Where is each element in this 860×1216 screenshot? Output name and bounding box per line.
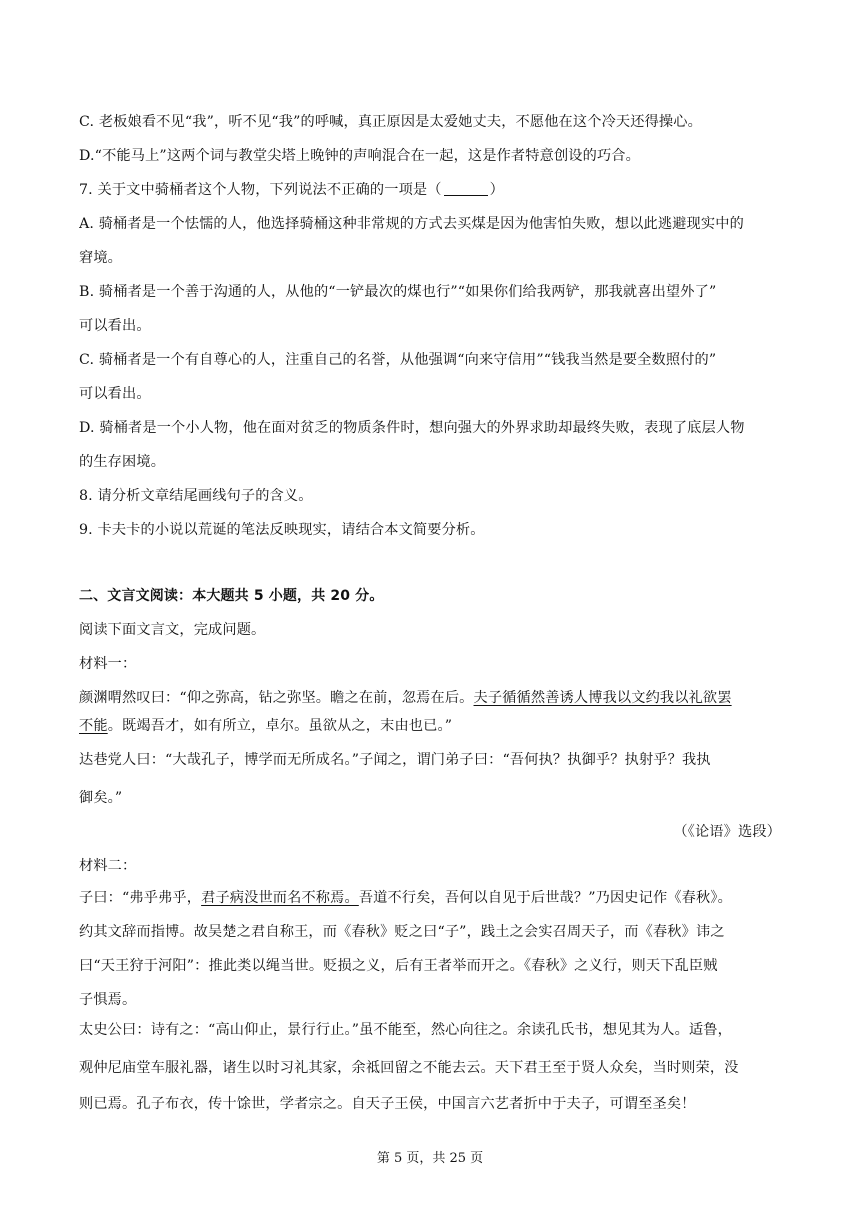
- material-3-line1-tail: 行行止。”虽不能至，然心向往之。余读孔氏书，想见其为人。适鲁，: [301, 1022, 732, 1038]
- material-3-line1-text: 太史公曰：诗有之：“高山仰止，: [79, 1022, 288, 1038]
- material-2-line1: [79, 888, 781, 908]
- q6-option-c: C. 老板娘看不见“我”，听不见“我”的呼喊，真正原因是太爱她丈夫，不愿他在这个冷天还得操心。: [79, 114, 702, 130]
- dotted-character: 景: [287, 1022, 302, 1038]
- material-2-line4: 子惧焉。: [79, 992, 137, 1008]
- dotted-character: 卓: [265, 718, 280, 734]
- material-1-line3: [79, 750, 781, 770]
- question-8: 8. 请分析文章结尾画线句子的含义。: [79, 488, 313, 504]
- material-2-line1-tail: 吾道不行矣，吾何以自见于后世哉？”乃因史记作《春秋》。: [358, 890, 732, 906]
- q7-stem-text: 7. 关于文中骑桶者这个人物，下列说法不正确的一项是（: [79, 182, 442, 198]
- q7-option-d-line2: 的生存困境。: [79, 454, 166, 470]
- material-1-line1: [79, 688, 781, 708]
- material-3-line2: 观仲尼庙堂车服礼器，诸生以时习礼其家，余祗回留之不能去云。天下君王至于贤人众矣，当时则荣，没: [79, 1060, 739, 1076]
- material-1-line4: 御矣。”: [79, 790, 123, 806]
- material-2-line3: 曰“天王狩于河阳”：推此类以绳当世。贬损之义，后有王者举而开之。《春秋》之义行，则天下乱臣贼: [79, 958, 718, 974]
- material-1-line3-text: 达巷党人曰：“大哉孔子，博学而无所成名。”子闻之，谓门弟子曰：“吾何执？执: [79, 752, 582, 768]
- question-9: 9. 卡夫卡的小说以荒诞的笔法反映现实，请结合本文简要分析。: [79, 522, 485, 538]
- material-1-label: 材料一：: [79, 656, 137, 672]
- material-3-line3: 则已焉。孔子布衣，传十馀世，学者宗之。自天子王侯，中国言六艺者折中于夫子，可谓至圣矣！: [79, 1096, 696, 1112]
- underlined-sentence-end: 不能: [79, 718, 108, 734]
- underlined-sentence: 夫子循循然善诱人博我以文约我以礼欲罢: [473, 690, 732, 706]
- q7-stem-close: ）: [489, 182, 504, 198]
- q7-option-b-line1: B. 骑桶者是一个善于沟通的人，从他的“一铲最次的煤也行”“如果你们给我两铲，那我就喜出望外了”: [79, 284, 717, 300]
- section-2-heading: 二、文言文阅读：本大题共 5 小题，共 20 分。: [79, 588, 384, 604]
- dotted-character: 御: [581, 752, 596, 768]
- q7-stem: [79, 180, 781, 200]
- q7-option-c-line1: C. 骑桶者是一个有自尊心的人，注重自己的名誉，从他强调“向来守信用”“钱我当然是要全数照付的”: [79, 352, 717, 368]
- material-1-line1-text: 颜渊喟然叹曰：“仰之弥高，钻之弥坚。瞻之在前，忽焉在后。: [79, 690, 474, 706]
- q7-option-a-line1: A. 骑桶者是一个怯懦的人，他选择骑桶这种非常规的方式去买煤是因为他害怕失败，想以此逃避现实中的: [79, 216, 744, 232]
- q6-option-d: D.“不能马上”这两个词与教堂尖塔上晚钟的声响混合在一起，这是作者特意创设的巧合。: [79, 148, 640, 164]
- material-2-line1-text: 子曰：“弗乎弗乎，: [79, 890, 202, 906]
- q7-option-a-line2: 窘境。: [79, 250, 123, 266]
- material-1-line2: [79, 716, 781, 736]
- q7-option-d-line1: D. 骑桶者是一个小人物，他在面对贫乏的物质条件时，想向强大的外界求助却最终失败，表现了底层人物: [79, 420, 745, 436]
- material-1-line2-tail: 尔。虽欲从之，末由也已。”: [279, 718, 453, 734]
- material-1-line3-tail: 乎？执射乎？我执: [595, 752, 711, 768]
- page-footer: 第 5 页，共 25 页: [376, 1151, 484, 1166]
- q7-option-c-line2: 可以看出。: [79, 386, 151, 402]
- q7-option-b-line2: 可以看出。: [79, 318, 151, 334]
- instruction-text: 阅读下面文言文，完成问题。: [79, 622, 266, 638]
- underlined-sentence: 君子病没世而名不称焉。: [201, 890, 359, 906]
- material-1-source: （《论语》选段）: [673, 824, 781, 840]
- material-3-line1: [79, 1020, 781, 1040]
- material-2-label: 材料二：: [79, 858, 137, 874]
- material-2-line2: 约其文辞而指博。故吴楚之君自称王，而《春秋》贬之曰“子”，践土之会实召周天子，而《春秋》讳之: [79, 924, 725, 940]
- material-1-line2-text: 。既竭吾才，如有所立，: [107, 718, 266, 734]
- answer-blank: [444, 181, 488, 196]
